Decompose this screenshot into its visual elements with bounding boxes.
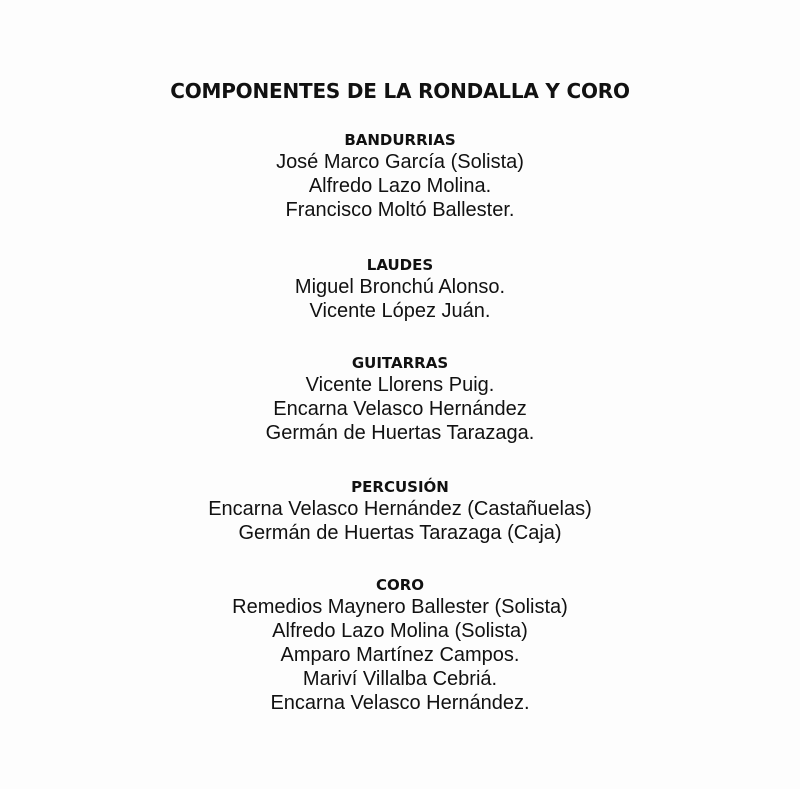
member-line: Vicente López Juán.: [309, 300, 491, 322]
page-title: COMPONENTES DE LA RONDALLA Y CORO: [170, 79, 630, 103]
section-percusion: [0, 477, 800, 545]
member-line: Alfredo Lazo Molina (Solista): [272, 620, 528, 642]
member-line: Amparo Martínez Campos.: [280, 644, 520, 666]
section-guitarras: [0, 353, 800, 445]
member-line: Francisco Moltó Ballester.: [285, 199, 515, 221]
member-line: Miguel Bronchú Alonso.: [294, 276, 506, 298]
section-heading: CORO: [375, 576, 425, 594]
member-line: Mariví Villalba Cebriá.: [302, 668, 498, 690]
section-laudes: [0, 255, 800, 323]
section-coro: [0, 575, 800, 715]
member-line: Encarna Velasco Hernández.: [270, 692, 530, 714]
member-line: José Marco García (Solista): [276, 151, 524, 173]
member-line: Encarna Velasco Hernández (Castañuelas): [208, 498, 592, 520]
section-heading: LAUDES: [366, 256, 434, 274]
section-heading: BANDURRIAS: [344, 131, 456, 149]
member-line: Vicente Llorens Puig.: [305, 374, 495, 396]
member-line: Remedios Maynero Ballester (Solista): [232, 596, 568, 618]
member-line: Alfredo Lazo Molina.: [308, 175, 492, 197]
section-heading: PERCUSIÓN: [351, 478, 449, 496]
member-line: Germán de Huertas Tarazaga.: [265, 422, 535, 444]
member-line: Encarna Velasco Hernández: [273, 398, 527, 420]
member-line: Germán de Huertas Tarazaga (Caja): [238, 522, 562, 544]
section-heading: GUITARRAS: [351, 354, 449, 372]
section-bandurrias: [0, 130, 800, 222]
